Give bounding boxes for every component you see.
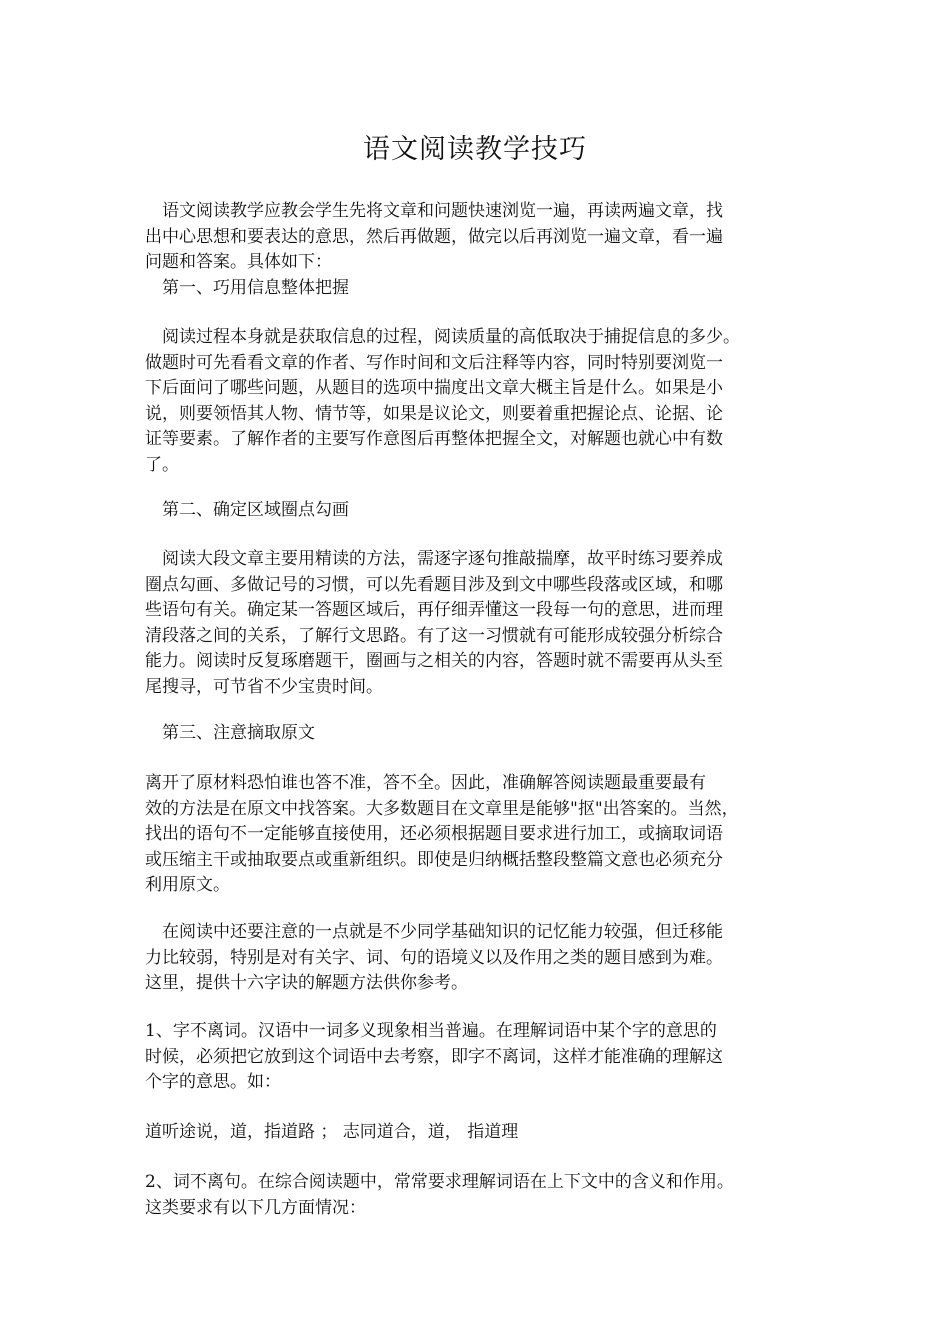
text-line: 出中心思想和要表达的意思，然后再做题，做完以后再浏览一遍文章，看一遍 <box>145 226 723 247</box>
text-line: 做题时可先看看文章的作者、写作时间和文后注释等内容，同时特别要浏览一 <box>145 352 723 373</box>
paragraph-transfer <box>145 920 813 997</box>
text-line: 圈点勾画、多做记号的习惯，可以先看题目涉及到文中哪些段落或区域，和哪 <box>145 574 723 595</box>
text-line: 下后面问了哪些问题，从题目的选项中揣度出文章大概主旨是什么。如果是小 <box>145 378 723 398</box>
paragraph-rule-1 <box>145 1019 813 1096</box>
text-line: 个字的意思。如： <box>145 1072 281 1092</box>
section-heading-3 <box>145 721 813 747</box>
text-line: 道听途说，道，指道路 ； 志同道合，道， 指道理 <box>145 1122 519 1142</box>
text-line: 能力。阅读时反复琢磨题干，圈画与之相关的内容，答题时就不需要再从头至 <box>145 651 723 671</box>
text-line: 说，则要领悟其人物、情节等，如果是议论文，则要着重把握论点、论据、论 <box>145 403 723 424</box>
text-line: 这类要求有以下几方面情况： <box>145 1197 366 1218</box>
paragraph-section-2 <box>145 547 813 700</box>
text-line: 阅读过程本身就是获取信息的过程，阅读质量的高低取决于捕捉信息的多少。 <box>145 327 740 347</box>
section-heading-2 <box>145 498 813 524</box>
text-line: 问题和答案。具体如下： <box>145 252 332 272</box>
paragraph-section-3 <box>145 771 813 899</box>
text-line: 尾搜寻，可节省不少宝贵时间。 <box>145 676 383 697</box>
text-line: 或压缩主干或抽取要点或重新组织。即使是归纳概括整段整篇文意也必须充分 <box>145 849 723 870</box>
page-title: 语文阅读教学技巧 <box>363 134 587 165</box>
text-line: 第三、注意摘取原文 <box>145 723 315 743</box>
section-heading-1: 第一、巧用信息整体把握 <box>145 277 349 298</box>
text-line: 找出的语句不一定能够直接使用，还必须根据题目要求进行加工，或摘取词语 <box>145 824 723 844</box>
text-line: 清段落之间的关系，了解行文思路。有了这一习惯就有可能形成较强分析综合 <box>145 625 723 646</box>
text-line: 效的方法是在原文中找答案。大多数题目在文章里是能够"抠"出答案的。当然， <box>145 798 739 819</box>
paragraph-intro <box>145 199 813 301</box>
text-line: 1、字不离词。汉语中一词多义现象相当普遍。在理解词语中某个字的意思的 <box>145 1021 717 1041</box>
text-line: 阅读大段文章主要用精读的方法，需逐字逐句推敲揣摩，故平时练习要养成 <box>145 549 723 569</box>
text-line: 离开了原材料恐怕谁也答不准，答不全。因此，准确解答阅读题最重要最有 <box>145 773 706 793</box>
text-line: 语文阅读教学应教会学生先将文章和问题快速浏览一遍，再读两遍文章，找 <box>145 201 723 221</box>
example-line <box>145 1120 813 1146</box>
text-line: 利用原文。 <box>145 875 230 895</box>
text-line: 在阅读中还要注意的一点就是不少同学基础知识的记忆能力较强，但迁移能 <box>145 922 723 942</box>
text-line: 力比较弱，特别是对有关字、词、句的语境义以及作用之类的题目感到为难。 <box>145 947 723 968</box>
text-line: 些语句有关。确定某一答题区域后，再仔细弄懂这一段每一句的意思，进而理 <box>145 600 723 620</box>
text-line: 第二、确定区域圈点勾画 <box>145 500 349 520</box>
paragraph-section-1 <box>145 325 813 478</box>
text-line: 这里，提供十六字诀的解题方法供你参考。 <box>145 973 468 993</box>
text-line: 2、词不离句。在综合阅读题中，常常要求理解词语在上下文中的含义和作用。 <box>145 1172 734 1192</box>
text-line: 证等要素。了解作者的主要写作意图后再整体把握全文，对解题也就心中有数 <box>145 429 723 449</box>
paragraph-rule-2 <box>145 1170 813 1221</box>
text-line: 时候，必须把它放到这个词语中去考察，即字不离词，这样才能准确的理解这 <box>145 1046 723 1067</box>
text-line: 了。 <box>145 454 179 475</box>
